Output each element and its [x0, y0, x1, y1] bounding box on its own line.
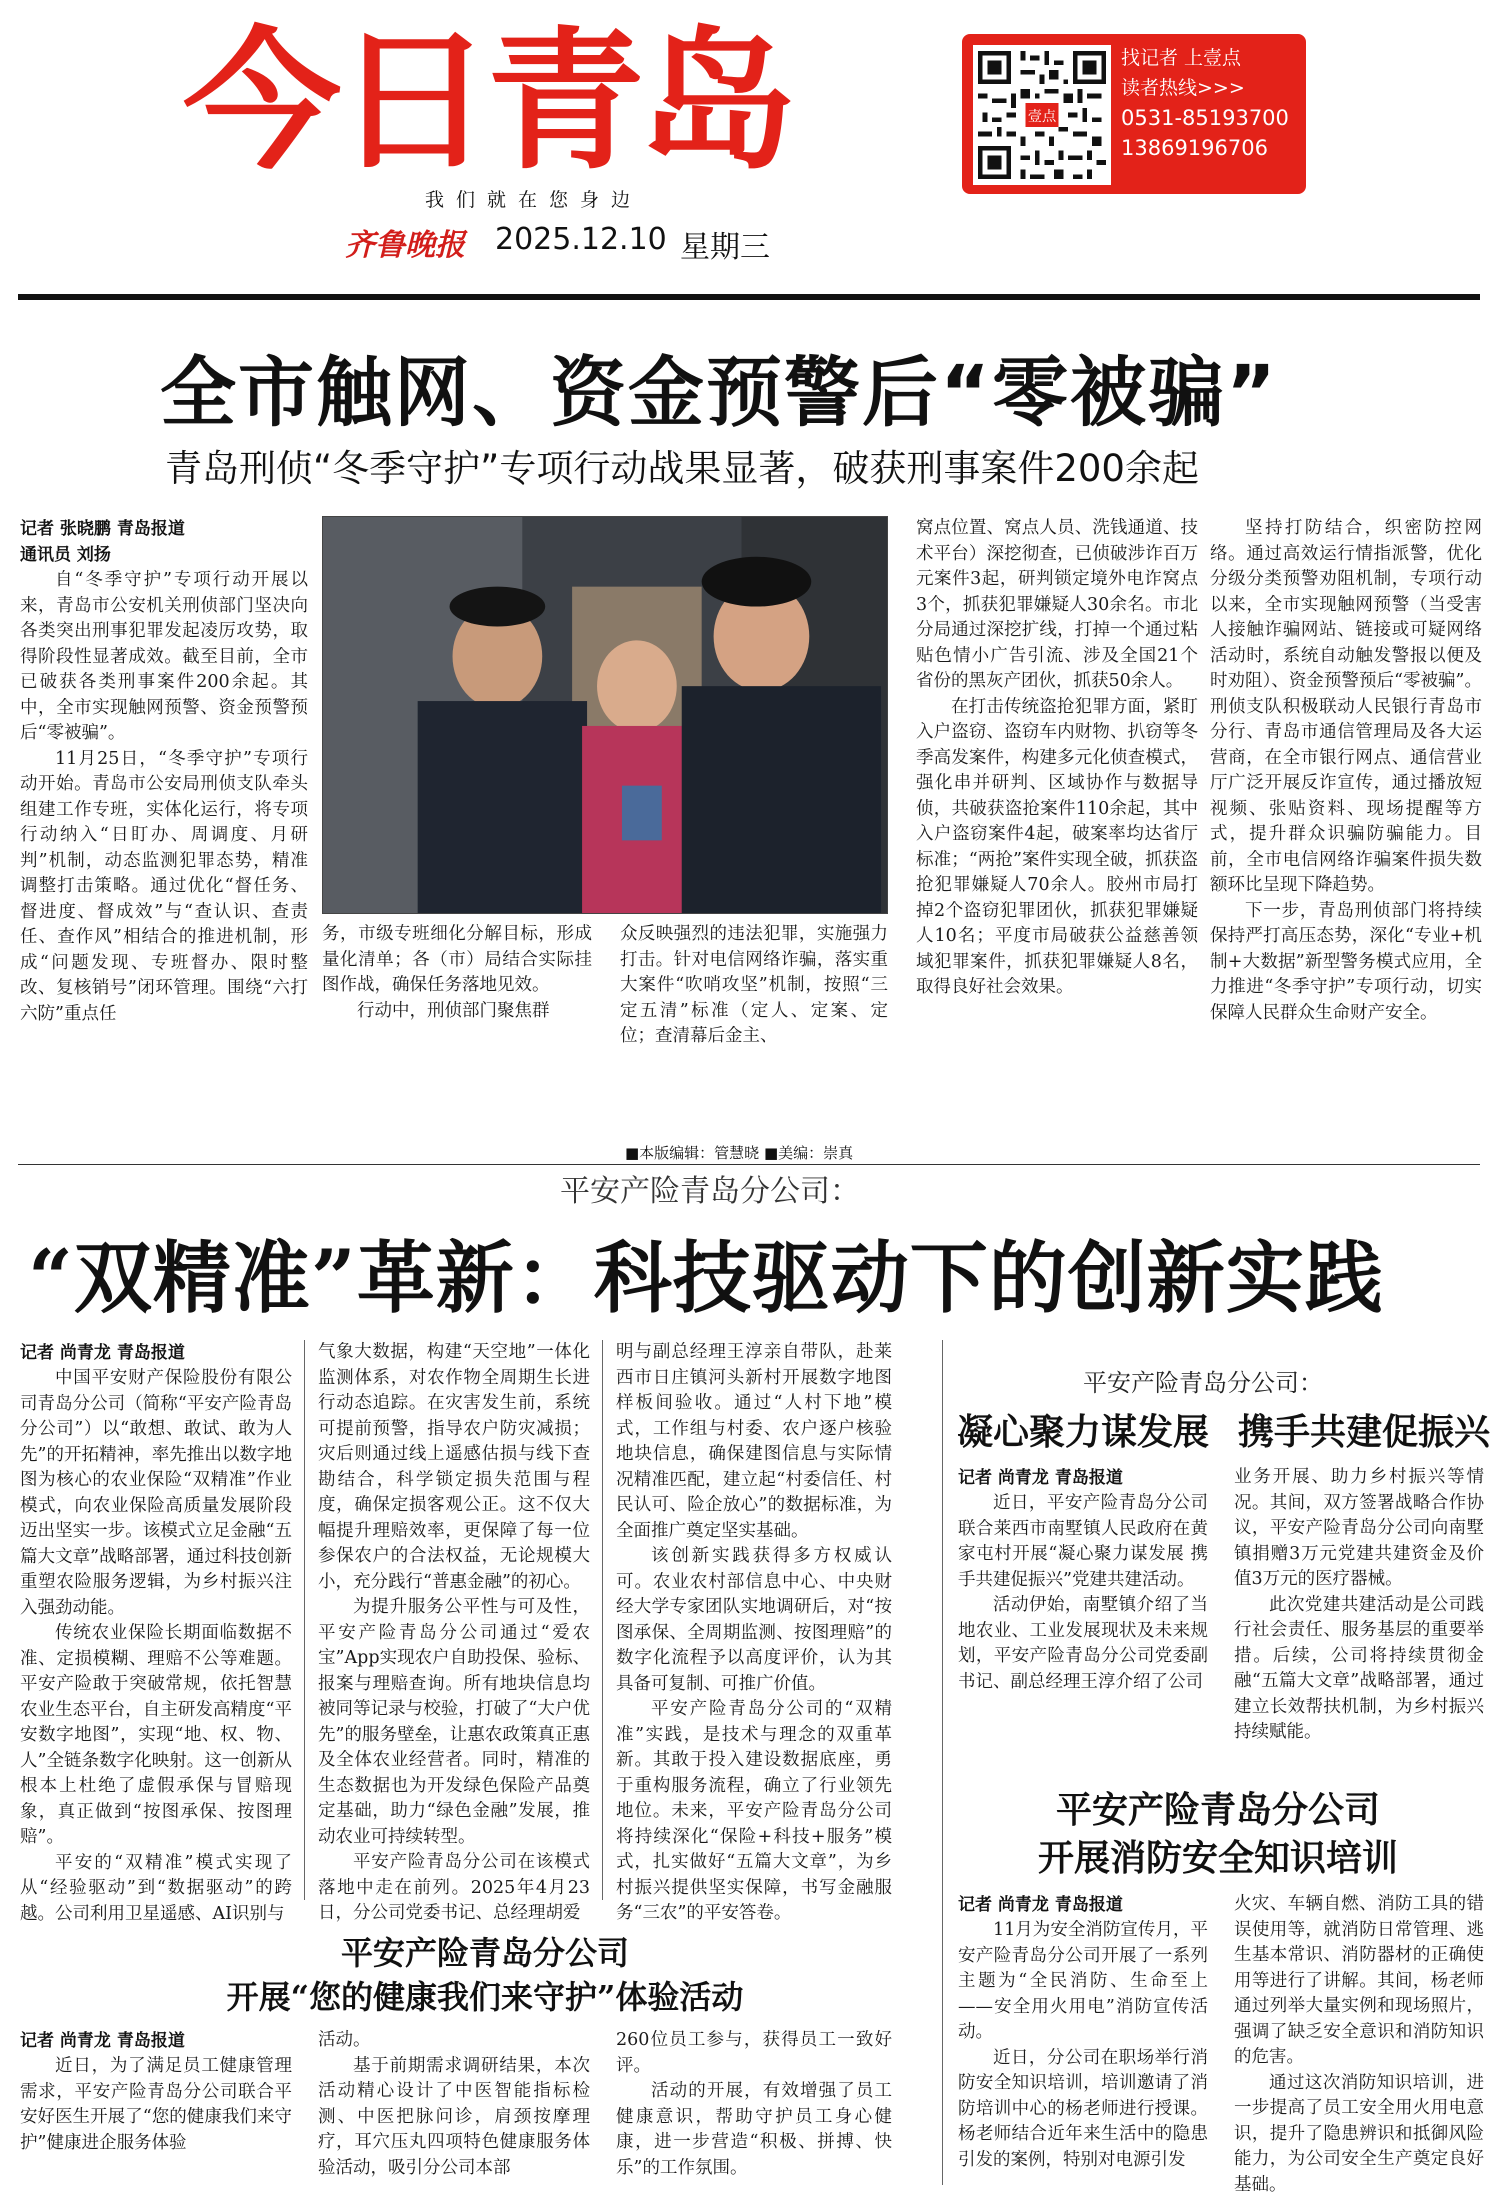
qr-code-icon[interactable]	[973, 45, 1111, 185]
article2-col1	[20, 1340, 292, 1924]
paragraph: 平安产险青岛分公司在该模式落地中走在前列。2025年4月23日，分公司党委书记、总经理胡爱	[318, 1852, 590, 1923]
paragraph: 平安的“双精准”模式实现了从“经验驱动”到“数据驱动”的跨越。公司利用卫星遥感、AI识别与	[20, 1852, 292, 1924]
paragraph: 此次党建共建活动是公司践行社会责任、服务基层的重要举措。后续，公司将持续贯彻金融“五篇大文章”战略部署，通过建立长效帮扶机制，为乡村振兴持续赋能。	[1234, 1594, 1484, 1742]
article1-headline: 全市触网、资金预警后“零被骗”	[160, 348, 1278, 437]
paragraph: 明与副总经理王淳亲自带队，赴莱西市日庄镇河头新村开展数字地图样板间验收。通过“人村下地”模式，工作组与村委、农户逐户核验地块信息，确保建图信息与实际情况精准匹配，建立起“村委信任、村民认可、险企放心”的数据标准，为全面推广奠定坚实基础。	[616, 1342, 892, 1541]
paragraph: 业务开展、助力乡村振兴等情况。其间，双方签署战略合作协议，平安产险青岛分公司向南墅镇捐赠3万元党建共建资金及价值3万元的医疗器械。	[1234, 1467, 1484, 1589]
paragraph: 近日，为了满足员工健康管理需求，平安产险青岛分公司联合平安好医生开展了“您的健康我们来守护”健康进企服务体验	[20, 2056, 292, 2153]
article5-col3	[616, 2028, 892, 2198]
article3-head-right: 携手共建促振兴	[1238, 1411, 1491, 1453]
paragraph: 活动的开展，有效增强了员工健康意识，帮助守护员工身心健康，进一步营造“积极、拼搏、快乐”的工作氛围。	[616, 2081, 892, 2178]
slogan: 我们就在您身边	[425, 189, 643, 211]
article3-col2	[1234, 1465, 1484, 1755]
hotline-label: 读者热线>>>	[1121, 77, 1245, 99]
article5-headline-2: 开展“您的健康我们来守护”体验活动	[226, 1978, 744, 2016]
article1-subhead: 青岛刑侦“冬季守护”专项行动战果显著，破获刑事案件200余起	[165, 447, 1199, 490]
article3-head-left: 凝心聚力谋发展	[957, 1411, 1210, 1453]
article3-byline: 记者 尚青龙 青岛报道	[958, 1468, 1123, 1488]
paragraph: 260位员工参与，获得员工一致好评。	[616, 2030, 892, 2076]
article3-kicker: 平安产险青岛分公司：	[1083, 1369, 1323, 1397]
article1-col1	[20, 516, 308, 1126]
contact-tagline: 找记者 上壹点	[1121, 47, 1242, 69]
paragraph: 在打击传统盗抢犯罪方面，紧盯入户盗窃、盗窃车内财物、扒窃等冬季高发案件，构建多元化侦查模式，强化串并研判、区域协作与数据导侦，共破获盗抢案件110余起，其中入户盗窃案件4起，破案率均达省厅标准；“两抢”案件实现全破，抓获盗抢犯罪嫌疑人70余人。胶州市局打掉2个盗窃犯罪团伙，抓获犯罪嫌疑人10名；平度市局破获公益慈善领域犯罪案件，抓获犯罪嫌疑人8名，取得良好社会效果。	[916, 696, 1198, 997]
article1-col3	[620, 922, 888, 1132]
article2-byline: 记者 尚青龙 青岛报道	[20, 1343, 185, 1363]
hotline-phone-1[interactable]: 0531-85193700	[1121, 106, 1289, 130]
paragraph: 为提升服务公平性与可及性，平安产险青岛分公司通过“爱农宝”App实现农户自助投保、验标、报案与理赔查询。所有地块信息均被同等记录与校验，打破了“大户优先”的服务壁垒，让惠农政策真正惠及全体农业经营者。同时，精准的生态数据也为开发绿色保险产品奠定基础，助力“绿色金融”发展，推动农业可持续转型。	[318, 1597, 590, 1847]
paragraph: 气象大数据，构建“天空地”一体化监测体系，对农作物全周期生长进行动态追踪。在灾害发生前，系统可提前预警，指导农户防灾减损；灾后则通过线上遥感估损与线下查勘结合，科学锁定损失范围与程度，确保定损客观公正。这不仅大幅提升理赔效率，更保障了每一位参保农户的合法权益，无论规模大小，充分践行“普惠金融”的初心。	[318, 1342, 590, 1592]
article5-col2	[318, 2028, 590, 2198]
news-photo	[322, 516, 888, 914]
article4-col2	[1234, 1892, 1484, 2195]
paragraph: 通过这次消防知识培训，进一步提高了员工安全用火用电意识，提升了隐患辨识和抵御风险能力，为公司安全生产奠定良好基础。	[1234, 2072, 1484, 2195]
paragraph: 窝点位置、窝点人员、洗钱通道、技术平台）深挖彻查，已侦破涉诈百万元案件3起，研判锁定境外电诈窝点3个，抓获犯罪嫌疑人30余名。市北分局通过深挖扩线，打掉一个通过粘贴色情小广告引流、涉及全国21个省份的黑灰产团伙，抓获50余人。	[916, 518, 1198, 691]
paragraph: 坚持打防结合，织密防控网络。通过高效运行情指派警，优化分级分类预警劝阻机制，专项行动以来，全市实现触网预警（当受害人接触诈骗网站、链接或可疑网络活动时，系统自动触发警报以便及时劝阻）、资金预警预后“零被骗”。刑侦支队积极联动人民银行青岛市分行、青岛市通信管理局及各大运营商，在全市银行网点、通信营业厅广泛开展反诈宣传，通过播放短视频、张贴资料、现场提醒等方式，提升群众识骗防骗能力。目前，全市电信网络诈骗案件损失数额环比呈现下降趋势。	[1210, 518, 1482, 895]
article1-col4	[916, 516, 1198, 1132]
article1-byline: 记者 张晓鹏 青岛报道	[20, 519, 185, 539]
article1-col2	[322, 922, 592, 1132]
paragraph: 近日，分公司在职场举行消防安全知识培训，培训邀请了消防培训中心的杨老师进行授课。杨老师结合近年来生活中的隐患引发的案例，特别对电源引发	[958, 2047, 1208, 2170]
article5-byline: 记者 尚青龙 青岛报道	[20, 2031, 185, 2051]
article3-col1	[958, 1465, 1208, 1755]
article5-col1	[20, 2028, 292, 2198]
contact-box	[962, 34, 1306, 194]
article1-byline-2: 通讯员 刘扬	[20, 545, 111, 565]
paragraph: 活动。	[318, 2030, 371, 2050]
contact-text	[1121, 43, 1289, 163]
paragraph: 自“冬季守护”专项行动开展以来，青岛市公安机关刑侦部门坚决向各类突出刑事犯罪发起凌厉攻势，取得阶段性显著成效。截至目前，全市已破获各类刑事案件200余起。其中，全市实现触网预警、资金预警预后“零被骗”。	[20, 570, 308, 743]
paragraph: 下一步，青岛刑侦部门将持续保持严打高压态势，深化“专业+机制+大数据”新型警务模式应用，全力推进“冬季守护”专项行动，切实保障人民群众生命财产安全。	[1210, 900, 1482, 1023]
paragraph: 行动中，刑侦部门聚焦群	[357, 1000, 550, 1021]
editor-credits: ■本版编辑：管慧晓 ■美编：崇真	[625, 1144, 854, 1162]
issue-date: 2025.12.10	[495, 222, 667, 257]
article4-headline-1: 平安产险青岛分公司	[1055, 1789, 1380, 1831]
masthead-rule	[18, 294, 1480, 300]
article2-col2	[318, 1340, 590, 1923]
article2-headline: “双精准”革新：科技驱动下的创新实践	[28, 1233, 1384, 1324]
paragraph: 11月25日，“冬季守护”专项行动开始。青岛市公安局刑侦支队牵头组建工作专班，实体化运行，将专项行动纳入“日盯办、周调度、月研判”机制，动态监测犯罪态势，精准调整打击策略。通过优化“督任务、督进度、督成效”与“查认识、查责任、查作风”相结合的推进机制，形成“问题发现、专班督办、限时整改、复核销号”闭环管理。围绕“六打六防”重点任	[20, 748, 308, 1024]
paragraph: 近日，平安产险青岛分公司联合莱西市南墅镇人民政府在黄家屯村开展“凝心聚力谋发展 携手共建促振兴”党建共建活动。	[958, 1493, 1208, 1590]
article5-headline-1: 平安产险青岛分公司	[340, 1934, 629, 1972]
article4-col1	[958, 1892, 1208, 2192]
section-divider	[942, 1340, 943, 2185]
article2-kicker: 平安产险青岛分公司：	[560, 1174, 860, 1209]
column-divider	[304, 1340, 305, 1900]
column-divider	[602, 1340, 603, 1900]
article1-col5	[1210, 516, 1482, 1132]
newspaper-logo: 今日青岛	[183, 13, 791, 190]
paragraph: 传统农业保险长期面临数据不准、定损模糊、理赔不公等难题。平安产险敢于突破常规，依托智慧农业生态平台，自主研发高精度“平安数字地图”，实现“地、权、物、人”全链条数字化映射。这一创新从根本上杜绝了虚假承保与冒赔现象，真正做到“按图承保、按图理赔”。	[20, 1623, 292, 1847]
paper-name: 齐鲁晚报	[345, 228, 465, 263]
paragraph: 务，市级专班细化分解目标，形成量化清单；各（市）局结合实际挂图作战，确保任务落地见效。	[322, 924, 592, 995]
paragraph: 11月为安全消防宣传月，平安产险青岛分公司开展了一系列主题为“全民消防、生命至上——安全用火用电”消防宣传活动。	[958, 1920, 1208, 2042]
paragraph: 平安产险青岛分公司的“双精准”实践，是技术与理念的双重革新。其敢于投入建设数据底座，勇于重构服务流程，确立了行业领先地位。未来，平安产险青岛分公司将持续深化“保险+科技+服务”模式，扎实做好“五篇大文章”，为乡村振兴提供坚实保障，书写金融服务“三农”的平安答卷。	[616, 1699, 892, 1923]
masthead	[0, 0, 1500, 290]
paragraph: 中国平安财产保险股份有限公司青岛分公司（简称“平安产险青岛分公司”）以“敢想、敢试、敢为人先”的开拓精神，率先推出以数字地图为核心的农业保险“双精准”作业模式，向农业保险高质量发展阶段迈出坚实一步。该模式立足金融“五篇大文章”战略部署，通过科技创新重塑农险服务逻辑，为乡村振兴注入强劲动能。	[20, 1368, 292, 1618]
paragraph: 活动伊始，南墅镇介绍了当地农业、工业发展现状及未来规划，平安产险青岛分公司党委副书记、副总经理王淳介绍了公司	[958, 1595, 1208, 1692]
weekday: 星期三	[680, 230, 770, 265]
article4-headline-2: 开展消防安全知识培训	[1037, 1837, 1398, 1879]
article2-col3	[616, 1340, 892, 1923]
paragraph: 众反映强烈的违法犯罪，实施强力打击。针对电信网络诈骗，落实重大案件“吹哨攻坚”机制，按照“三定五清”标准（定人、定案、定位；查清幕后金主、	[620, 924, 888, 1046]
section-rule	[18, 1164, 1480, 1165]
hotline-phone-2[interactable]: 13869196706	[1121, 136, 1268, 160]
paragraph: 基于前期需求调研结果，本次活动精心设计了中医智能指标检测、中医把脉问诊，肩颈按摩理疗，耳穴压丸四项特色健康服务体验活动，吸引分公司本部	[318, 2055, 590, 2178]
paragraph: 火灾、车辆自燃、消防工具的错误使用等，就消防日常管理、逃生基本常识、消防器材的正确使用等进行了讲解。其间，杨老师通过列举大量实例和现场照片，强调了缺乏安全意识和消防知识的危害。	[1234, 1894, 1484, 2067]
paragraph: 该创新实践获得多方权威认可。农业农村部信息中心、中央财经大学专家团队实地调研后，对“按图承保、全周期监测、按图理赔”的数字化流程予以高度评价，认为其具备可复制、可推广价值。	[616, 1546, 892, 1694]
qr-label: 壹点	[1027, 109, 1057, 126]
article4-byline: 记者 尚青龙 青岛报道	[958, 1895, 1123, 1915]
